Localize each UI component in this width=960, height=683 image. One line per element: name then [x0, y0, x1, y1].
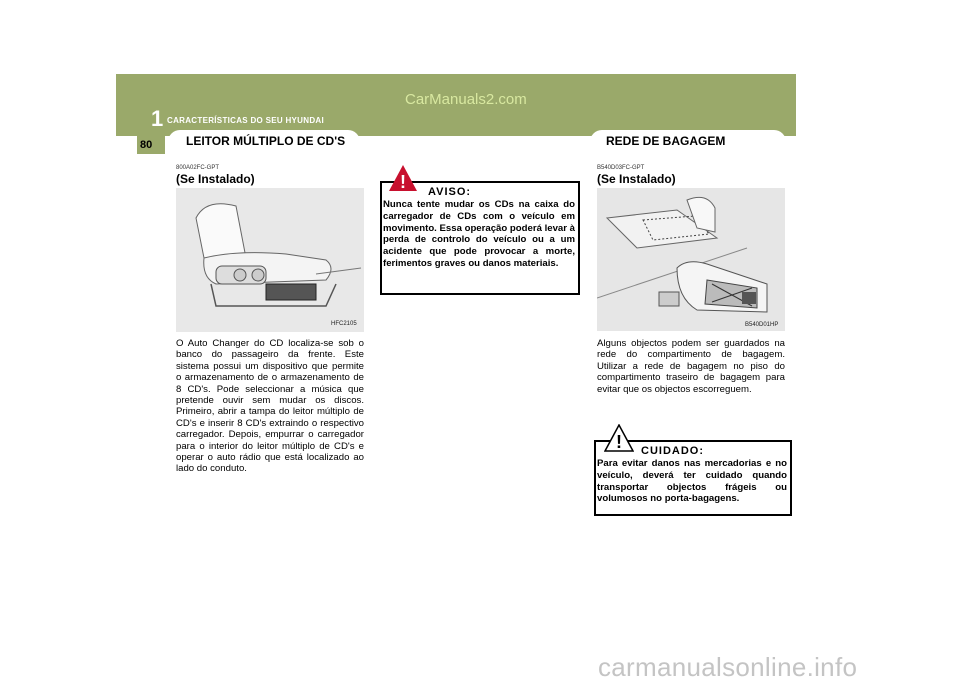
seat-illustration	[176, 188, 364, 332]
section-title-cd-changer: LEITOR MÚLTIPLO DE CD'S	[186, 134, 346, 148]
caution-text: Para evitar danos nas mercadorias e no veículo, deverá ter cuidado quando transportar objectos frágeis ou volumosos no porta-bagagens.	[597, 458, 787, 505]
warning-title: AVISO:	[428, 186, 472, 198]
page-number: 80	[140, 139, 153, 151]
cd-changer-image-code: HFC2105	[331, 321, 357, 327]
chapter-title: CARACTERÍSTICAS DO SEU HYUNDAI	[167, 116, 325, 125]
chapter-number: 1	[151, 106, 164, 131]
warning-text: Nunca tente mudar os CDs na caixa do carregador de CDs com o veículo em movimento. Essa operação poderá levar à perda de controlo do veículo ou a um acidente que pode provocar a morte, ferimentos graves ou danos materiais.	[383, 199, 575, 269]
luggage-net-image	[597, 188, 785, 331]
header-watermark-link[interactable]: CarManuals2.com	[405, 91, 527, 108]
warning-icon	[388, 164, 418, 192]
cd-changer-image	[176, 188, 364, 332]
luggage-net-illustration	[597, 188, 785, 331]
luggage-net-image-code: B540D01HP	[745, 322, 779, 328]
right-section-subtitle: (Se Instalado)	[597, 172, 676, 186]
svg-text:!: !	[616, 432, 622, 452]
luggage-net-body-text: Alguns objectos podem ser guardados na rede do compartimento de bagagem. Utilizar a rede de bagagem no piso do compartimento traseiro de bagagem para evitar que os objectos escorreguem.	[597, 338, 785, 395]
right-section-code: B540D03FC-GPT	[597, 165, 645, 171]
caution-title: CUIDADO:	[641, 445, 704, 457]
left-section-code: 800A02FC-GPT	[176, 165, 220, 171]
left-section-subtitle: (Se Instalado)	[176, 172, 255, 186]
section-title-luggage-net: REDE DE BAGAGEM	[606, 134, 726, 148]
caution-icon	[604, 424, 634, 452]
svg-text:!: !	[400, 172, 406, 192]
footer-watermark-link[interactable]: carmanualsonline.info	[598, 652, 858, 682]
cd-changer-body-text: O Auto Changer do CD localiza-se sob o banco do passageiro da frente. Este sistema possui um dispositivo que permite o armazenamento de o armazenamento de 8 CD's. Pode seleccionar a música que pretende ouvir sem mudar os discos. Primeiro, abrir a tampa do leitor múltiplo de CD's e inserir 8 CD's extraindo o respectivo carregador. Depois, empurrar o carregador para o interior do leitor múltiplo de CD's e operar o auto rádio que está localizado ao lado do conduto.	[176, 338, 364, 475]
